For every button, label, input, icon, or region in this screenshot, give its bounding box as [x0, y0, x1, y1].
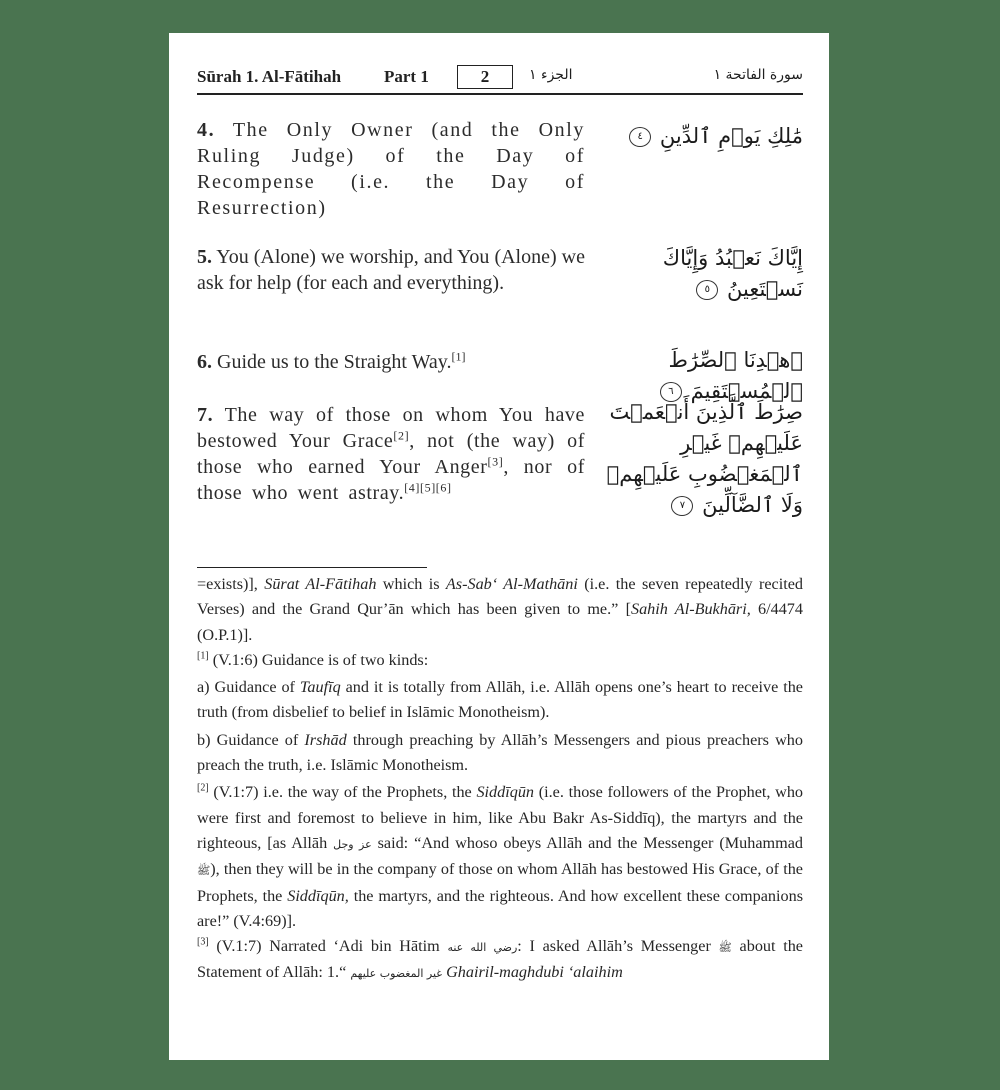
- text: b) Guidance of: [197, 730, 305, 749]
- verse-4-arabic: [613, 121, 803, 152]
- verse-number: 6.: [197, 351, 212, 373]
- verse-text: You (Alone) we worship, and You (Alone) we ask for help (for each and everything).: [197, 246, 585, 294]
- verse-number: 5.: [197, 246, 212, 268]
- footnote-1: [197, 648, 803, 673]
- verse-text: The way of those on whom You have bestowed Your Grace: [197, 404, 585, 452]
- arabic-text: صِرَٰطَ ٱلَّذِينَ أَنۡعَمۡتَ عَلَيۡهِمۡ غَيۡرِ ٱلۡمَغۡضُوبِ عَلَيۡهِمۡ وَلَا ٱلضَّآلِّينَ: [606, 400, 803, 517]
- part-label-ar: الجزء ١: [529, 67, 573, 83]
- footnote-3: [197, 934, 803, 987]
- surah-title-ar: سورة الفاتحة ١: [713, 67, 803, 83]
- footnote-1-item-b: [197, 728, 803, 779]
- text: about the Statement of Allāh: 1.“: [197, 937, 803, 982]
- text: (V.1:7) Narrated ‘Adi bin Hātim: [208, 937, 448, 956]
- verse-text: , not (the way) of those who earned Your Anger: [197, 430, 585, 478]
- page-header: [197, 63, 803, 95]
- text: (V.1:6) Guidance is of two kinds:: [208, 650, 429, 669]
- text: which is: [376, 575, 446, 593]
- text: : I asked Allāh’s Messenger: [517, 937, 719, 956]
- verse-5-arabic: [613, 243, 803, 305]
- verse-number: 7.: [197, 404, 214, 426]
- verse-7-arabic: [603, 397, 803, 521]
- verse-number: 4.: [197, 119, 216, 141]
- italic-term: Siddīqūn: [476, 783, 535, 802]
- italic-term: Sūrat Al-Fātihah: [264, 575, 377, 593]
- footnote-continuation: [197, 572, 803, 648]
- text: (i.e. the seven repeatedly recited Verses) and the Grand Qur’ān which has been given to me.” [: [197, 575, 803, 619]
- verse-6-translation: [197, 349, 585, 375]
- italic-term: As-Sab‘ Al-Mathāni: [445, 575, 578, 593]
- footnote-ref[interactable]: [3]: [487, 454, 504, 469]
- ayah-end-marker-icon: ٦: [660, 382, 682, 402]
- arabic-text: إِيَّاكَ نَعۡبُدُ وَإِيَّاكَ نَسۡتَعِينُ: [662, 246, 803, 301]
- arabic-text: ٱهۡدِنَا ٱلصِّرَٰطَ ٱلۡمُسۡتَقِيمَ: [668, 348, 803, 403]
- footnote-marker: [3]: [197, 936, 209, 948]
- book-page: [169, 33, 829, 1060]
- ayah-end-marker-icon: ٤: [629, 127, 651, 147]
- text: the martyrs, and the righteous. And how excellent these companions are!” (V.4:69)].: [197, 886, 803, 930]
- text: through preaching by Allāh’s Messengers and pious preachers who preach the truth, i.e. Islāmic Monotheism.: [197, 730, 803, 775]
- salawat-icon: ﷺ: [718, 941, 732, 955]
- verse-5-translation: [197, 244, 585, 296]
- footnote-ref[interactable]: [1]: [451, 349, 466, 364]
- footnote-ref[interactable]: [4][5][6]: [404, 480, 452, 495]
- footnote-separator: [197, 567, 427, 568]
- italic-term: Siddīqūn,: [287, 886, 349, 905]
- text: and it is totally from Allāh, i.e. Allāh opens one’s heart to receive the truth (from disbelief to belief in Islāmic Monotheism).: [197, 678, 803, 722]
- footnotes: [197, 572, 803, 987]
- surah-title-en: Sūrah 1. Al-Fātihah: [197, 67, 342, 86]
- arabic-text: مَٰلِكِ يَوۡمِ ٱلدِّينِ: [659, 124, 803, 148]
- arabic-honorific: عز وجل: [333, 837, 372, 851]
- footnote-2: [197, 780, 803, 934]
- italic-term: Irshād: [304, 730, 347, 749]
- text: (i.e. those followers of the Prophet, who were first and foremost to believe in him, like Abu Bakr As-Siddīq), the martyrs and the righteous, [as Allāh: [197, 783, 804, 852]
- italic-term: Ghairil-maghdubi ‘alaihim: [442, 963, 623, 982]
- text: a) Guidance of: [197, 678, 300, 697]
- text: (V.1:7) i.e. the way of the Prophets, the: [208, 783, 477, 802]
- verse-text: The Only Owner (and the Only Ruling Judge) of the Day of Recompense (i.e. the Day of Resurrection): [197, 119, 585, 219]
- text: said: “And whoso obeys Allāh and the Messenger (Muhammad: [371, 833, 803, 852]
- part-label-en: Part 1: [384, 67, 429, 86]
- arabic-honorific: رضي الله عنه: [447, 941, 518, 955]
- footnote-1-item-a: [197, 675, 803, 726]
- verse-7-translation: [197, 402, 585, 506]
- text: 6/4474 (O.P.1)].: [197, 600, 803, 644]
- verse-4-translation: [197, 117, 585, 221]
- salawat-icon: ﷺ: [197, 864, 211, 878]
- footnote-marker: [1]: [197, 650, 209, 662]
- ayah-end-marker-icon: ٥: [696, 280, 718, 300]
- ayah-end-marker-icon: ٧: [671, 496, 693, 516]
- italic-term: Sahih Al-Bukhāri,: [630, 600, 751, 619]
- footnote-marker: [2]: [197, 782, 209, 794]
- page-number-box: 2: [457, 65, 513, 89]
- verse-text: , nor of those who went astray.: [197, 456, 585, 504]
- text: ), then they will be in the company of those on whom Allāh has bestowed His Grace, of the Prophets, the: [197, 860, 803, 905]
- verse-text: Guide us to the Straight Way.: [217, 351, 452, 373]
- arabic-quote: غير المغضوب عليهم: [350, 967, 443, 981]
- text: =exists)],: [197, 575, 265, 593]
- footnote-ref[interactable]: [2]: [393, 428, 410, 443]
- italic-term: Taufīq: [299, 678, 341, 697]
